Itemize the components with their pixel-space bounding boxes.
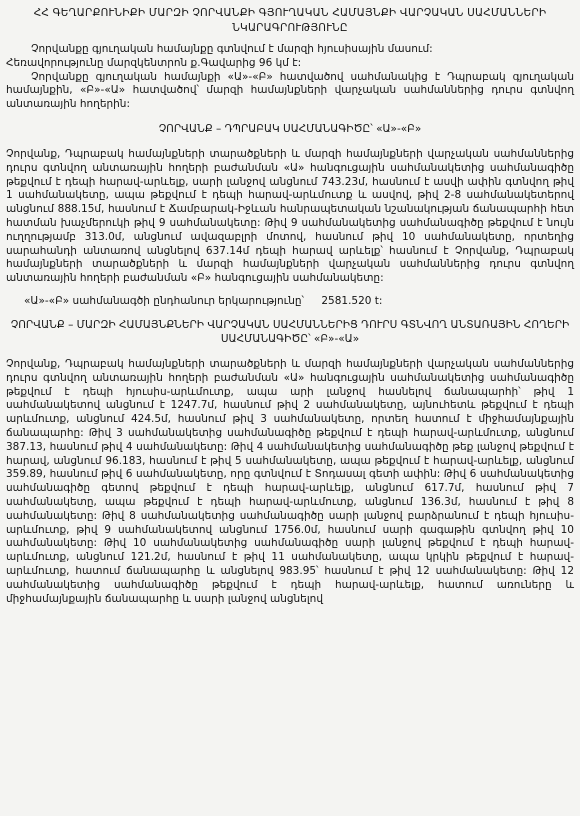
intro-paragraph: Չորվանքը գյուղական համայնքի «Ա»-«Բ» հատվածով սահմանակից է Դպրաբակ գյուղական համայնքին, «Բ»-«Ա» հատվածով՝ մարզի համայնքների վարչական սահմաններից դուրս գտնվող անտառային հողերին: bbox=[6, 70, 574, 111]
intro-line-1: Չորվանքը գյուղական համայնքը գտնվում է մարզի հյուսիսային մասում: bbox=[31, 43, 433, 55]
section-1-text: Չորվանք, Դպրաբակ համայնքների տարածքների և մարզի համայնքների վարչական սահմաններից դուրս գտնվող անտառային հողերի բաժանման «Ա» հանգուցային սահմանակետից սահմանագիծը թեքվում է դեպի հարավ-արևելք, սարի լանջով անցնում 743.23մ, հասնում է ասվի ափին գտնվող թիվ 1 սահմանակետը, ապա թեքվում է դեպի հարավ-արևմուտք և ասվով, թիվ 2-8 սահմանակետերով անցնում 888.15մ, հասնում է Ճամբարակ-Իջևան հանրապետական նշանակության ճանապարհի հետ հատման խաչմերուկի թիվ 9 սահմանակետը: Թիվ 9 սահմանակետից սահմանագիծը թեքվում է նույն ուղղությամբ 313.0մ, անցնում ավազաբլրի մոտով, հասնում թիվ 10 սահմանակետը, որտեղից սարահանդի անտառով անցնելով 637.14մ դեպի հարավ արևելք՝ հասնում է Չորվանք, Դպրաբակ համայնքների տարածքների և մարզի համայնքների վարչական սահմաններից դուրս գտնվող անտառային հողերի բաժանման «Բ» հանգուցային սահմանակետը: bbox=[6, 147, 574, 285]
boundary-length-label: «Ա»-«Բ» սահմանագծի ընդհանուր երկարությունը՝ bbox=[24, 294, 305, 307]
boundary-length-line bbox=[6, 294, 574, 308]
section-2-title: ՉՈՐՎԱՆՔ – ՄԱՐԶԻ ՀԱՄԱՅՆՔՆԵՐԻ ՎԱՐՉԱԿԱՆ ՍԱՀՄԱՆՆԵՐԻՑ ԴՈՒՐՍ ԳՏՆՎՈՂ ԱՆՏԱՌԱՅԻՆ ՀՈՂԵՐԻ ՍԱՀՄԱՆԱԳԻԾԸ՝ «Բ»-«Ա» bbox=[10, 318, 570, 345]
document-heading: ՀՀ ԳԵՂԱՐՔՈՒՆԻՔԻ ՄԱՐԶԻ ՉՈՐՎԱՆՔԻ ԳՅՈՒՂԱԿԱՆ ՀԱՄԱՅՆՔԻ ՎԱՐՉԱԿԱՆ ՍԱՀՄԱՆՆԵՐԻ ՆԿԱՐԱԳՐՈՒԹՅՈՒՆԸ bbox=[33, 7, 547, 34]
section-2-text: Չորվանք, Դպրաբակ համայնքների տարածքների և մարզի համայնքների վարչական սահմաններից դուրս գտնվող անտառային հողերի բաժանման «Ա» հանգուցային սահմանակետից սահմանագիծը թեքվում է դեպի հյուսիս-արևմուտք, ապա արի լանջով հասնելով ճանապարհի՝ թիվ 1 սահմանակետով անցնում է 1247.7մ, հասնում թիվ 2 սահմանակետը, այնուհետև թեքվում է դեպի արևմուտք, անցնում 424.5մ, հասնում թիվ 3 սահմանակետը, որտեղ հատում է միջհամայնքային ճանապարհը: Թիվ 3 սահմանակետից սահմանագիծը թեքվում է դեպի հարավ-արևմուտք, անցնում 387.13, հասնում թիվ 4 սահմանակետը: Թիվ 4 սահմանակետից սահմանագիծը թեք լանջով թեքվում է հարավ, անցնում 96.183, հասնում է թիվ 5 սահմանակետը, ապա թեքվում է հարավ-արևելք, անցնում 359.89, հասնում թիվ 6 սահմանակետը, որը գտնվում է Տոդասալ գետի ափին: Թիվ 6 սահմանակետից սահմանագիծը գետով թեքվում է դեպի հարավ-արևելք, անցնում 617.7մ, հասնում թիվ 7 սահմանակետը, ապա թեքվում է դեպի հարավ-արևմուտք, անցնում 136.3մ, հասնում է թիվ 8 սահմանակետը: Թիվ 8 սահմանակետից սահմանագիծը սարի լանջով բարձրանում է դեպի հյուսիս-արևմուտք, թիվ 9 սահմանակետով անցնում 1756.0մ, հասնում սարի գագաթին գտնվող թիվ 10 սահմանակետը: Թիվ 10 սահմանակետից սահմանագիծը սարի լանջով թեքվում է դեպի հարավ-արևմուտք, անցնում 121.2մ, հասնում է թիվ 11 սահմանակետը, ապա կրկին թեքվում է հարավ-արևմուտք, հատում ճանապարհը և անցնելով 983.95՝ հասնում է թիվ 12 սահմանակետը: Թիվ 12 սահմանակետից սահմանագիծը թեքվում է դեպի հարավ-արևելք, հատում առուները և միջհամայնքային ճանապարհը և սարի լանջով անցնելով bbox=[6, 357, 574, 605]
boundary-length-value: 2581.520 t: bbox=[321, 294, 383, 307]
section-1-title: ՉՈՐՎԱՆՔ – ԴՊՐԱԲԱԿ ՍԱՀՄԱՆԱԳԻԾԸ՝ «Ա»-«Բ» bbox=[158, 122, 422, 135]
intro-line-2: Հեռավորությունը մարզկենտրոն ք.Գավարից 96 կմ է: bbox=[6, 56, 302, 69]
